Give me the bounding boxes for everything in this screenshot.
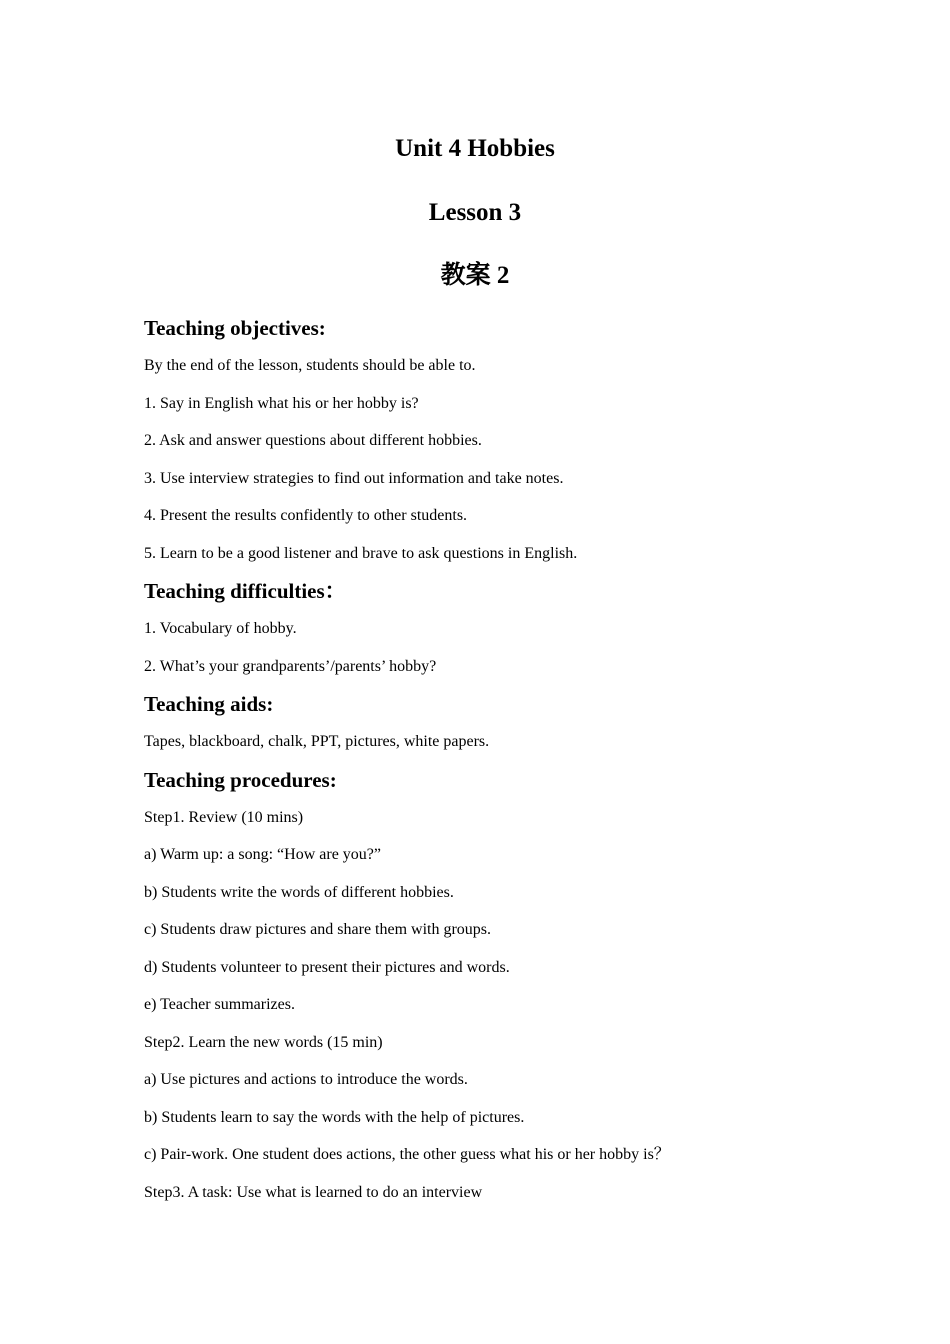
difficulties-heading: Teaching difficulties： (144, 579, 346, 603)
procedures-heading: Teaching procedures: (144, 767, 337, 792)
objectives-heading: Teaching objectives: (144, 316, 326, 340)
aids-section (144, 689, 824, 765)
procedures-item: a) Warm up: a song: “How are you?” (144, 846, 381, 863)
procedures-item: Step1. Review (10 mins) (144, 808, 304, 826)
plan-title: 教案 2 (440, 262, 510, 289)
objectives-item: 5. Learn to be a good listener and brave to ask questions in English. (144, 544, 578, 562)
difficulties-item: 2. What’s your grandparents’/parents’ hobby? (144, 657, 437, 675)
procedures-item: Step3. A task: Use what is learned to do an interview (144, 1183, 483, 1201)
difficulties-item: 1. Vocabulary of hobby. (144, 620, 297, 637)
objectives-item: 4. Present the results confidently to other students. (144, 507, 468, 524)
procedures-item: Step2. Learn the new words (15 min) (144, 1033, 383, 1051)
procedures-item: c) Students draw pictures and share them with groups. (144, 921, 492, 938)
unit-title: Unit 4 Hobbies (395, 135, 555, 162)
difficulties-section (144, 576, 824, 689)
objectives-item: By the end of the lesson, students should be able to. (144, 357, 476, 374)
objectives-item: 1. Say in English what his or her hobby is? (144, 394, 419, 412)
procedures-section (144, 765, 824, 1216)
lesson-body (144, 313, 824, 1215)
objectives-item: 3. Use interview strategies to find out information and take notes. (144, 469, 564, 487)
aids-heading: Teaching aids: (144, 692, 274, 716)
procedures-item: c) Pair-work. One student does actions, the other guess what his or her hobby is？ (144, 1146, 670, 1163)
lesson-title: Lesson 3 (428, 199, 522, 226)
procedures-item: a) Use pictures and actions to introduce the words. (144, 1071, 468, 1088)
objectives-item: 2. Ask and answer questions about different hobbies. (144, 432, 482, 449)
aids-item: Tapes, blackboard, chalk, PPT, pictures, white papers. (144, 733, 490, 750)
objectives-section (144, 313, 824, 576)
procedures-item: b) Students learn to say the words with the help of pictures. (144, 1108, 525, 1126)
procedures-item: e) Teacher summarizes. (144, 996, 295, 1013)
procedures-item: d) Students volunteer to present their pictures and words. (144, 958, 510, 976)
procedures-item: b) Students write the words of different hobbies. (144, 883, 454, 901)
